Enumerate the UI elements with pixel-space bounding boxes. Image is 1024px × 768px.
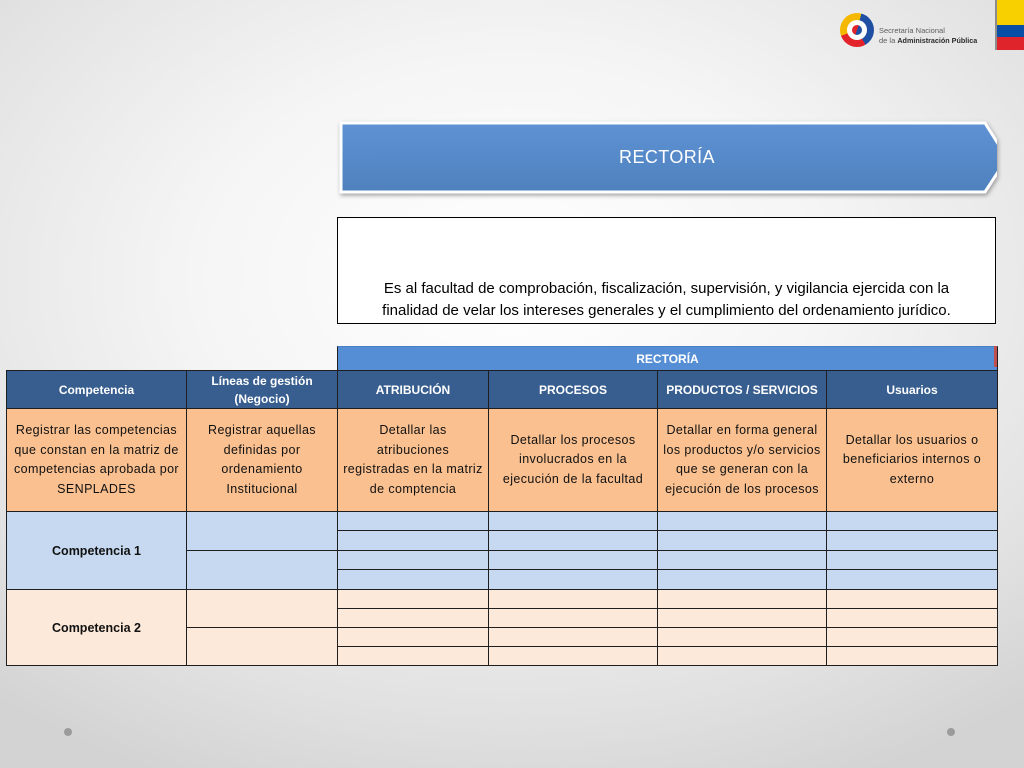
competencia-2-detail-cell [657, 589, 827, 609]
competencia-1-detail-cell [657, 511, 827, 531]
instruction-procesos: Detallar los procesos involucrados en la ejecución de la facultad [488, 408, 658, 512]
competencia-1-detail-cell [337, 530, 489, 551]
competencia-1-detail-cell [826, 511, 998, 531]
definition-box [337, 217, 996, 324]
competencia-1-detail-cell [488, 569, 658, 590]
instruction-lineas-de-gestion: Registrar aquellas definidas por ordenamiento Institucional [186, 408, 338, 512]
instruction-usuarios: Detallar los usuarios o beneficiarios internos o externo [826, 408, 998, 512]
logo-line-1: Secretaría Nacional [879, 26, 945, 35]
competencia-2-detail-cell [657, 627, 827, 647]
competencia-2-detail-cell [337, 608, 489, 628]
column-header-atribucion: ATRIBUCIÓN [337, 370, 489, 409]
logo-line-2-prefix: de la [879, 35, 896, 45]
group-header-edge-mark [994, 346, 997, 367]
competencia-2-detail-cell [826, 627, 998, 647]
competencia-2-detail-cell [488, 627, 658, 647]
competencia-1-detail-cell [657, 550, 827, 570]
competencia-1-detail-cell [826, 550, 998, 570]
instruction-competencia: Registrar las competencias que constan en la matriz de competencias aprobada por SENPLADES [6, 408, 187, 512]
competencia-1-detail-cell [337, 569, 489, 590]
banner-title: RECTORÍA [619, 147, 715, 167]
emblem-core [852, 25, 862, 35]
competencia-1-detail-cell [657, 530, 827, 551]
column-header-productos-servicios: PRODUCTOS / SERVICIOS [657, 370, 827, 409]
competencia-2-detail-cell [826, 589, 998, 609]
competencia-2-detail-cell [488, 608, 658, 628]
table-group-header: RECTORÍA [337, 346, 998, 371]
competencia-1-detail-cell [826, 569, 998, 590]
flag-stripe-red [997, 37, 1024, 50]
sna-emblem-icon [840, 13, 874, 47]
rectoria-banner [337, 118, 997, 198]
competencia-2-detail-cell [488, 589, 658, 609]
column-header-procesos: PROCESOS [488, 370, 658, 409]
competencia-1-detail-cell [488, 530, 658, 551]
flag-stripe-blue [997, 25, 1024, 37]
competencia-2-detail-cell [826, 646, 998, 666]
competencia-2-detail-cell [826, 608, 998, 628]
competencia-2-detail-cell [657, 646, 827, 666]
flag-strip [995, 0, 1024, 50]
flag-stripe-yellow [997, 0, 1024, 25]
competencia-2-detail-cell [337, 589, 489, 609]
competencia-1-detail-cell [657, 569, 827, 590]
slide-dot-right [947, 728, 955, 736]
column-header-lineas-de-gestion: Líneas de gestión (Negocio) [186, 370, 338, 409]
competencia-2-detail-cell [337, 627, 489, 647]
competencia-2-linea-gestion-cell [186, 589, 338, 628]
competencia-1-detail-cell [826, 530, 998, 551]
competencia-1-label: Competencia 1 [6, 511, 187, 590]
column-header-competencia: Competencia [6, 370, 187, 409]
logo-line-2-bold: Administración Pública [897, 35, 978, 45]
definition-text: Es al facultad de comprobación, fiscalización, supervisión, y vigilancia ejercida con la finalidad de velar los intereses generales y el cumplimiento del ordenamiento jurídico. [382, 280, 951, 319]
emblem-ring [847, 20, 867, 40]
competencia-1-detail-cell [488, 550, 658, 570]
competencia-1-linea-gestion-cell [186, 550, 338, 590]
competencia-1-linea-gestion-cell [186, 511, 338, 551]
rectoria-table [6, 346, 997, 665]
logo-line-2 [879, 36, 977, 46]
competencia-1-detail-cell [488, 511, 658, 531]
competencia-1-detail-cell [337, 511, 489, 531]
column-header-usuarios: Usuarios [826, 370, 998, 409]
sna-logo [838, 12, 990, 50]
instruction-atribucion: Detallar las atribuciones registradas en la matriz de comptencia [337, 408, 489, 512]
competencia-2-detail-cell [657, 608, 827, 628]
competencia-2-label: Competencia 2 [6, 589, 187, 666]
competencia-2-detail-cell [488, 646, 658, 666]
logo-text [879, 26, 977, 45]
competencia-2-detail-cell [337, 646, 489, 666]
instruction-productos-servicios: Detallar en forma general los productos y/o servicios que se generan con la ejecución de los procesos [657, 408, 827, 512]
competencia-1-detail-cell [337, 550, 489, 570]
slide-dot-left [64, 728, 72, 736]
competencia-2-linea-gestion-cell [186, 627, 338, 666]
